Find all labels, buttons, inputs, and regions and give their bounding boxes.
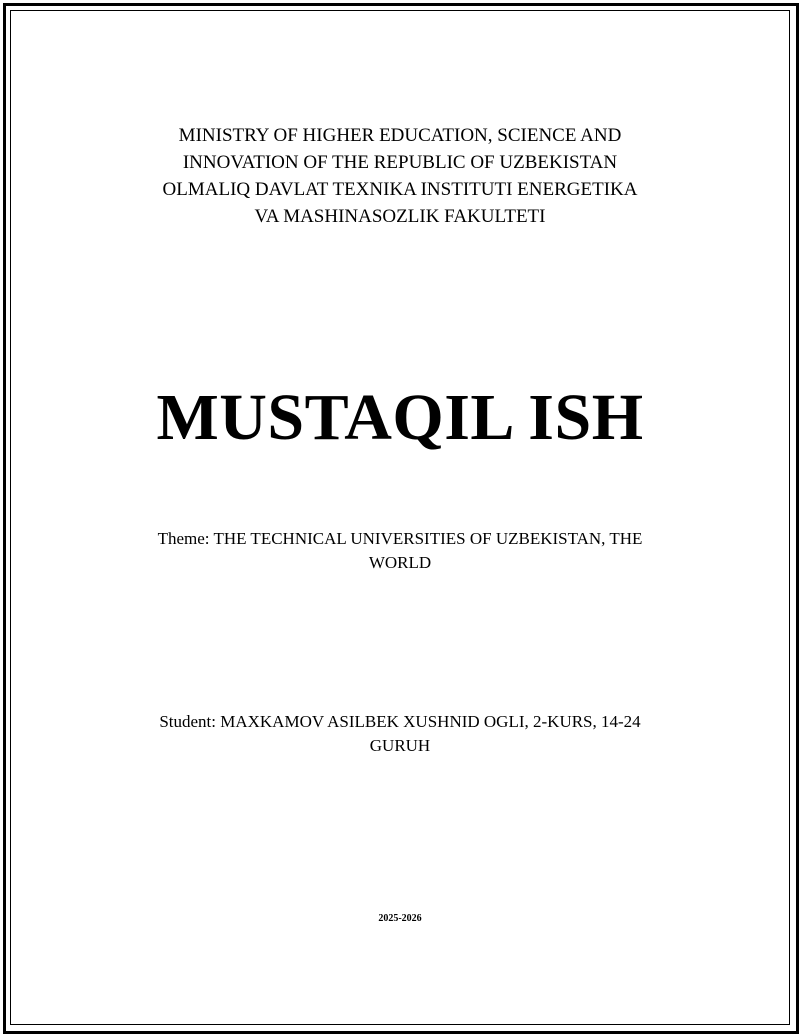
document-title: MUSTAQIL ISH [156, 381, 644, 454]
header-line-4: VA MASHINASOZLIK FAKULTETI [254, 206, 546, 227]
theme-text: Theme: THE TECHNICAL UNIVERSITIES OF UZBEKISTAN, THE WORLD [157, 529, 643, 572]
header-line-1: MINISTRY OF HIGHER EDUCATION, SCIENCE AND [178, 125, 622, 146]
header-line-2: INNOVATION OF THE REPUBLIC OF UZBEKISTAN [182, 152, 618, 173]
student-info: Student: MAXKAMOV ASILBEK XUSHNID OGLI, 2-KURS, 14-24 GURUH [159, 712, 641, 755]
academic-year: 2025-2026 [378, 913, 422, 924]
header-line-3: OLMALIQ DAVLAT TEXNIKA INSTITUTI ENERGETIKA [162, 179, 638, 200]
institution-header [60, 122, 740, 230]
